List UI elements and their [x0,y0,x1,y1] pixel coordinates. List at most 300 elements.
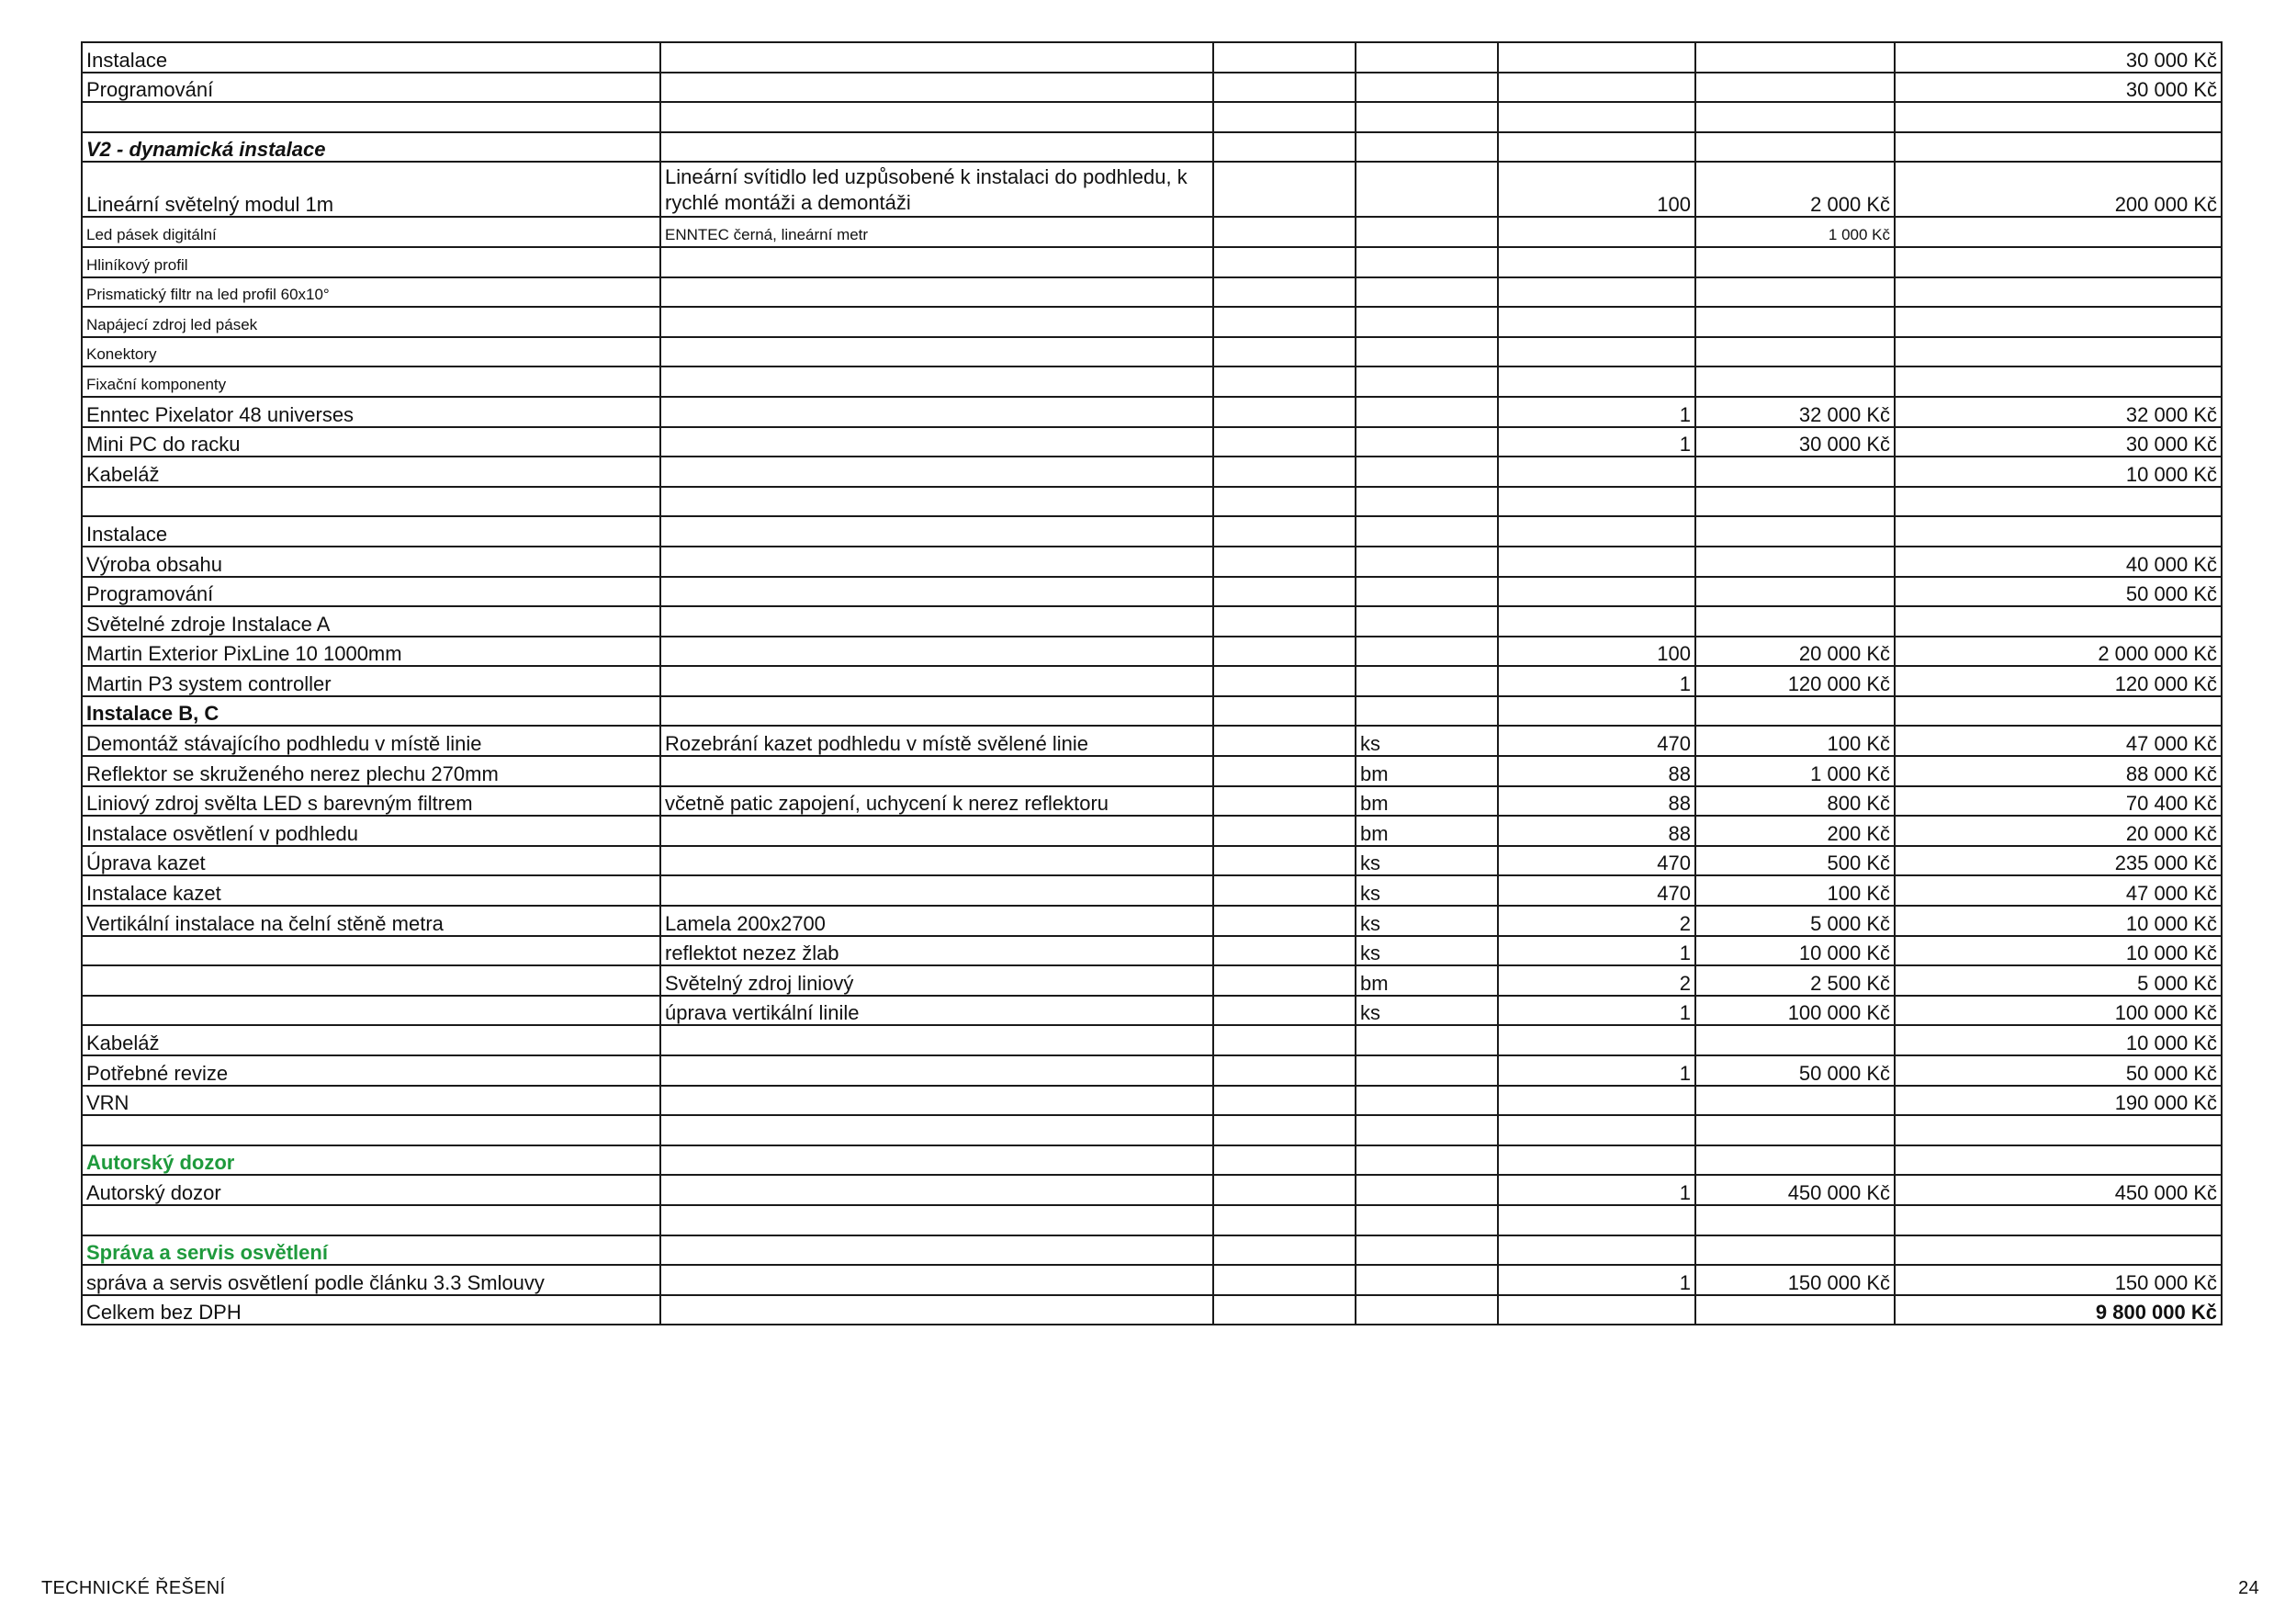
table-cell [1213,102,1356,132]
table-row [82,162,2222,217]
table-cell [1356,337,1498,367]
table-row [82,1025,2222,1055]
table-cell: Programování [82,577,660,607]
table-cell [1498,1115,1695,1145]
table-cell [82,102,660,132]
table-cell [1213,816,1356,846]
table-cell: 88 000 Kč [1895,756,2222,786]
table-cell [660,577,1213,607]
table-cell [1498,102,1695,132]
table-cell: 9 800 000 Kč [1895,1295,2222,1325]
table-cell: Liniový zdroj svělta LED s barevným filtrem [82,786,660,817]
table-row [82,1115,2222,1145]
table-row [82,696,2222,727]
table-cell: Martin P3 system controller [82,666,660,696]
table-cell: 5 000 Kč [1695,906,1895,936]
table-row [82,457,2222,487]
table-row [82,1145,2222,1176]
table-cell [660,247,1213,277]
table-cell: 10 000 Kč [1895,936,2222,966]
table-cell: 2 [1498,906,1695,936]
table-row [82,337,2222,367]
table-cell [1213,427,1356,457]
table-cell [1498,132,1695,163]
table-cell [660,1025,1213,1055]
table-cell [1213,1235,1356,1266]
table-cell [1356,696,1498,727]
table-cell [1356,666,1498,696]
table-cell [1213,786,1356,817]
table-cell: 100 Kč [1695,875,1895,906]
table-row [82,637,2222,667]
table-cell [660,427,1213,457]
table-cell [1695,1115,1895,1145]
table-cell [1356,307,1498,337]
table-cell: 150 000 Kč [1895,1265,2222,1295]
table-cell [1695,1025,1895,1055]
table-cell [1356,1295,1498,1325]
table-cell: 190 000 Kč [1895,1086,2222,1116]
table-cell [1213,1265,1356,1295]
table-cell [660,846,1213,876]
table-cell [660,1205,1213,1235]
table-cell [1356,1145,1498,1176]
table-cell: bm [1356,816,1498,846]
table-cell: 10 000 Kč [1895,906,2222,936]
table-row [82,427,2222,457]
table-row [82,577,2222,607]
table-row [82,247,2222,277]
table-row [82,756,2222,786]
table-cell [1356,1115,1498,1145]
table-cell [1356,102,1498,132]
table-cell: 1 [1498,996,1695,1026]
table-cell [1356,42,1498,73]
table-cell: Prismatický filtr na led profil 60x10° [82,277,660,308]
table-cell [660,367,1213,397]
table-row [82,996,2222,1026]
table-cell: Instalace kazet [82,875,660,906]
table-cell [660,1055,1213,1086]
table-cell: 1 [1498,427,1695,457]
table-cell: Reflektor se skruženého nerez plechu 270mm [82,756,660,786]
table-cell [1895,102,2222,132]
table-cell: Celkem bez DPH [82,1295,660,1325]
table-cell [660,756,1213,786]
table-cell: 88 [1498,786,1695,817]
table-cell [1213,247,1356,277]
table-cell [660,277,1213,308]
table-row [82,1265,2222,1295]
table-cell [1498,247,1695,277]
table-cell [1213,1175,1356,1205]
table-cell: 5 000 Kč [1895,965,2222,996]
table-cell [1498,1205,1695,1235]
table-cell [1695,457,1895,487]
table-row [82,217,2222,247]
table-cell [1498,337,1695,367]
table-cell [1498,1235,1695,1266]
table-cell [1695,1086,1895,1116]
table-cell: 50 000 Kč [1895,577,2222,607]
table-cell: 200 000 Kč [1895,162,2222,217]
table-cell [660,307,1213,337]
table-cell [1213,696,1356,727]
table-cell: Vertikální instalace na čelní stěně metra [82,906,660,936]
table-cell [1213,42,1356,73]
table-row [82,307,2222,337]
table-cell [1356,367,1498,397]
table-cell [660,73,1213,103]
table-cell: 88 [1498,816,1695,846]
table-cell: bm [1356,756,1498,786]
table-cell: ENNTEC černá, lineární metr [660,217,1213,247]
table-row [82,277,2222,308]
table-cell [1498,457,1695,487]
table-cell: 500 Kč [1695,846,1895,876]
table-cell [1695,696,1895,727]
table-cell [1695,102,1895,132]
table-row [82,397,2222,427]
table-cell [1895,606,2222,637]
table-cell [1213,397,1356,427]
table-cell: ks [1356,996,1498,1026]
table-cell [82,487,660,517]
table-cell: Enntec Pixelator 48 universes [82,397,660,427]
table-cell [1895,247,2222,277]
table-cell [1356,606,1498,637]
cost-table [81,41,2223,1325]
table-cell: Rozebrání kazet podhledu v místě svělené linie [660,726,1213,756]
table-cell: 470 [1498,726,1695,756]
table-cell [660,516,1213,547]
table-cell [1498,1086,1695,1116]
table-cell: 50 000 Kč [1695,1055,1895,1086]
table-cell: 470 [1498,846,1695,876]
table-cell: 10 000 Kč [1895,1025,2222,1055]
table-cell [1213,162,1356,217]
table-cell [1213,726,1356,756]
table-row [82,1295,2222,1325]
table-cell: 2 000 000 Kč [1895,637,2222,667]
table-cell [660,666,1213,696]
table-cell: 70 400 Kč [1895,786,2222,817]
table-cell: 20 000 Kč [1895,816,2222,846]
table-cell [660,487,1213,517]
table-cell [1895,132,2222,163]
table-cell [1695,1235,1895,1266]
table-cell [1895,1145,2222,1176]
table-cell [1213,1055,1356,1086]
table-cell: bm [1356,786,1498,817]
table-cell [1356,1086,1498,1116]
table-cell: Konektory [82,337,660,367]
table-cell [1695,247,1895,277]
table-row [82,487,2222,517]
table-row [82,102,2222,132]
table-cell: Úprava kazet [82,846,660,876]
table-cell [1498,1295,1695,1325]
table-cell: 450 000 Kč [1695,1175,1895,1205]
table-cell: 150 000 Kč [1695,1265,1895,1295]
table-cell [1498,696,1695,727]
table-row [82,875,2222,906]
table-cell: 1 000 Kč [1695,217,1895,247]
table-row [82,516,2222,547]
table-cell [660,102,1213,132]
table-cell: 100 Kč [1695,726,1895,756]
table-cell [1213,487,1356,517]
table-cell: Demontáž stávajícího podhledu v místě linie [82,726,660,756]
table-cell [1695,577,1895,607]
table-cell: 50 000 Kč [1895,1055,2222,1086]
table-cell [1695,1205,1895,1235]
table-cell [1695,307,1895,337]
table-cell: Fixační komponenty [82,367,660,397]
table-cell: 30 000 Kč [1895,427,2222,457]
table-cell: 20 000 Kč [1695,637,1895,667]
table-cell [1498,577,1695,607]
table-cell [1356,427,1498,457]
table-cell: včetně patic zapojení, uchycení k nerez reflektoru [660,786,1213,817]
table-cell [1498,307,1695,337]
table-row [82,1235,2222,1266]
table-cell: 800 Kč [1695,786,1895,817]
table-cell: 200 Kč [1695,816,1895,846]
table-cell [1213,1115,1356,1145]
table-cell [1498,487,1695,517]
table-cell [1356,547,1498,577]
table-cell: ks [1356,936,1498,966]
table-cell: Kabeláž [82,457,660,487]
table-cell: 1 [1498,1055,1695,1086]
table-cell: V2 - dynamická instalace [82,132,660,163]
table-cell: Instalace osvětlení v podhledu [82,816,660,846]
table-cell [1356,487,1498,517]
table-cell: Instalace [82,516,660,547]
table-cell [1213,906,1356,936]
table-cell [1213,637,1356,667]
table-row [82,1086,2222,1116]
table-cell [1498,277,1695,308]
table-cell: 100 000 Kč [1695,996,1895,1026]
table-cell [1213,277,1356,308]
table-cell [1695,337,1895,367]
table-cell [660,1295,1213,1325]
table-cell [1356,1175,1498,1205]
table-cell [1356,162,1498,217]
table-cell [1498,217,1695,247]
table-cell: 30 000 Kč [1695,427,1895,457]
table-cell [1498,516,1695,547]
table-cell [1213,1145,1356,1176]
table-cell [1356,457,1498,487]
table-cell: 32 000 Kč [1895,397,2222,427]
table-cell [1213,547,1356,577]
table-cell [82,936,660,966]
table-cell [1213,367,1356,397]
table-row [82,965,2222,996]
table-cell [1498,73,1695,103]
table-cell: VRN [82,1086,660,1116]
table-row [82,816,2222,846]
table-cell [1356,516,1498,547]
table-cell [1498,606,1695,637]
table-row [82,936,2222,966]
table-cell: 1 000 Kč [1695,756,1895,786]
table-cell: 470 [1498,875,1695,906]
table-cell [1213,1205,1356,1235]
table-cell [1356,132,1498,163]
table-cell: ks [1356,875,1498,906]
table-cell [82,996,660,1026]
table-cell: Hliníkový profil [82,247,660,277]
table-row [82,1205,2222,1235]
table-cell [1213,577,1356,607]
table-row [82,132,2222,163]
table-cell [660,1265,1213,1295]
table-cell: 88 [1498,756,1695,786]
table-cell [1695,1145,1895,1176]
table-cell: Výroba obsahu [82,547,660,577]
table-cell: 47 000 Kč [1895,875,2222,906]
table-cell [660,547,1213,577]
table-cell [1695,42,1895,73]
table-row [82,906,2222,936]
table-cell: 1 [1498,397,1695,427]
table-cell: Instalace B, C [82,696,660,727]
table-cell: 30 000 Kč [1895,73,2222,103]
table-cell [1356,73,1498,103]
table-cell [1213,217,1356,247]
table-cell: 100 [1498,637,1695,667]
table-cell: Potřebné revize [82,1055,660,1086]
table-cell [1213,457,1356,487]
table-cell [660,637,1213,667]
table-cell [1895,1205,2222,1235]
table-cell [660,816,1213,846]
table-cell [1213,1086,1356,1116]
table-cell [660,457,1213,487]
table-cell: 40 000 Kč [1895,547,2222,577]
table-cell [1356,1025,1498,1055]
table-cell [1895,516,2222,547]
table-cell: 450 000 Kč [1895,1175,2222,1205]
table-cell [660,337,1213,367]
table-cell [1213,756,1356,786]
table-row [82,1175,2222,1205]
table-cell: 2 500 Kč [1695,965,1895,996]
table-cell [1695,547,1895,577]
table-cell [1213,516,1356,547]
table-cell [1498,1145,1695,1176]
table-cell [1356,397,1498,427]
table-cell [1895,487,2222,517]
table-cell: 1 [1498,936,1695,966]
table-cell: Lamela 200x2700 [660,906,1213,936]
table-cell [1213,965,1356,996]
table-cell [1213,337,1356,367]
table-cell: 100 [1498,162,1695,217]
table-cell [82,965,660,996]
table-cell [1895,696,2222,727]
table-cell [1213,996,1356,1026]
table-cell: 32 000 Kč [1695,397,1895,427]
table-cell [660,132,1213,163]
table-cell: Programování [82,73,660,103]
table-cell [660,1086,1213,1116]
table-row [82,547,2222,577]
table-cell [1695,1295,1895,1325]
table-cell: 47 000 Kč [1895,726,2222,756]
table-row [82,726,2222,756]
table-cell [660,1145,1213,1176]
table-cell: 10 000 Kč [1895,457,2222,487]
table-cell: Lineární svítidlo led uzpůsobené k instalaci do podhledu, k rychlé montáži a demontáži [660,162,1213,217]
table-cell: 30 000 Kč [1895,42,2222,73]
cost-table-body [82,42,2222,1325]
table-row [82,846,2222,876]
table-cell: 100 000 Kč [1895,996,2222,1026]
table-row [82,786,2222,817]
table-cell [1695,277,1895,308]
table-cell [1213,1295,1356,1325]
table-cell [1695,367,1895,397]
page-number: 24 [2238,1578,2259,1598]
table-cell [1895,1235,2222,1266]
table-cell: Světelné zdroje Instalace A [82,606,660,637]
table-cell [1895,337,2222,367]
table-cell: Instalace [82,42,660,73]
table-cell [1356,1205,1498,1235]
table-cell [660,1115,1213,1145]
table-cell [1895,307,2222,337]
table-cell [1498,42,1695,73]
table-cell [1695,516,1895,547]
table-cell: 10 000 Kč [1695,936,1895,966]
table-row [82,73,2222,103]
table-cell [1356,1055,1498,1086]
table-cell: 1 [1498,1175,1695,1205]
table-cell: Mini PC do racku [82,427,660,457]
table-cell [1498,367,1695,397]
table-cell: Kabeláž [82,1025,660,1055]
table-cell: Napájecí zdroj led pásek [82,307,660,337]
table-cell [1895,367,2222,397]
table-cell [1695,487,1895,517]
table-cell: Světelný zdroj liniový [660,965,1213,996]
table-cell [1695,132,1895,163]
table-cell [1695,606,1895,637]
table-cell: 120 000 Kč [1695,666,1895,696]
table-cell [1356,637,1498,667]
table-cell [1895,277,2222,308]
table-cell: ks [1356,726,1498,756]
table-cell [1356,577,1498,607]
table-cell [1356,247,1498,277]
table-cell: reflektot nezez žlab [660,936,1213,966]
table-cell: Autorský dozor [82,1145,660,1176]
table-cell [1213,936,1356,966]
table-cell [82,1205,660,1235]
table-row [82,1055,2222,1086]
table-cell: ks [1356,906,1498,936]
table-cell [660,696,1213,727]
table-cell: 120 000 Kč [1895,666,2222,696]
table-cell: Martin Exterior PixLine 10 1000mm [82,637,660,667]
table-cell [1498,547,1695,577]
table-cell [660,1235,1213,1266]
